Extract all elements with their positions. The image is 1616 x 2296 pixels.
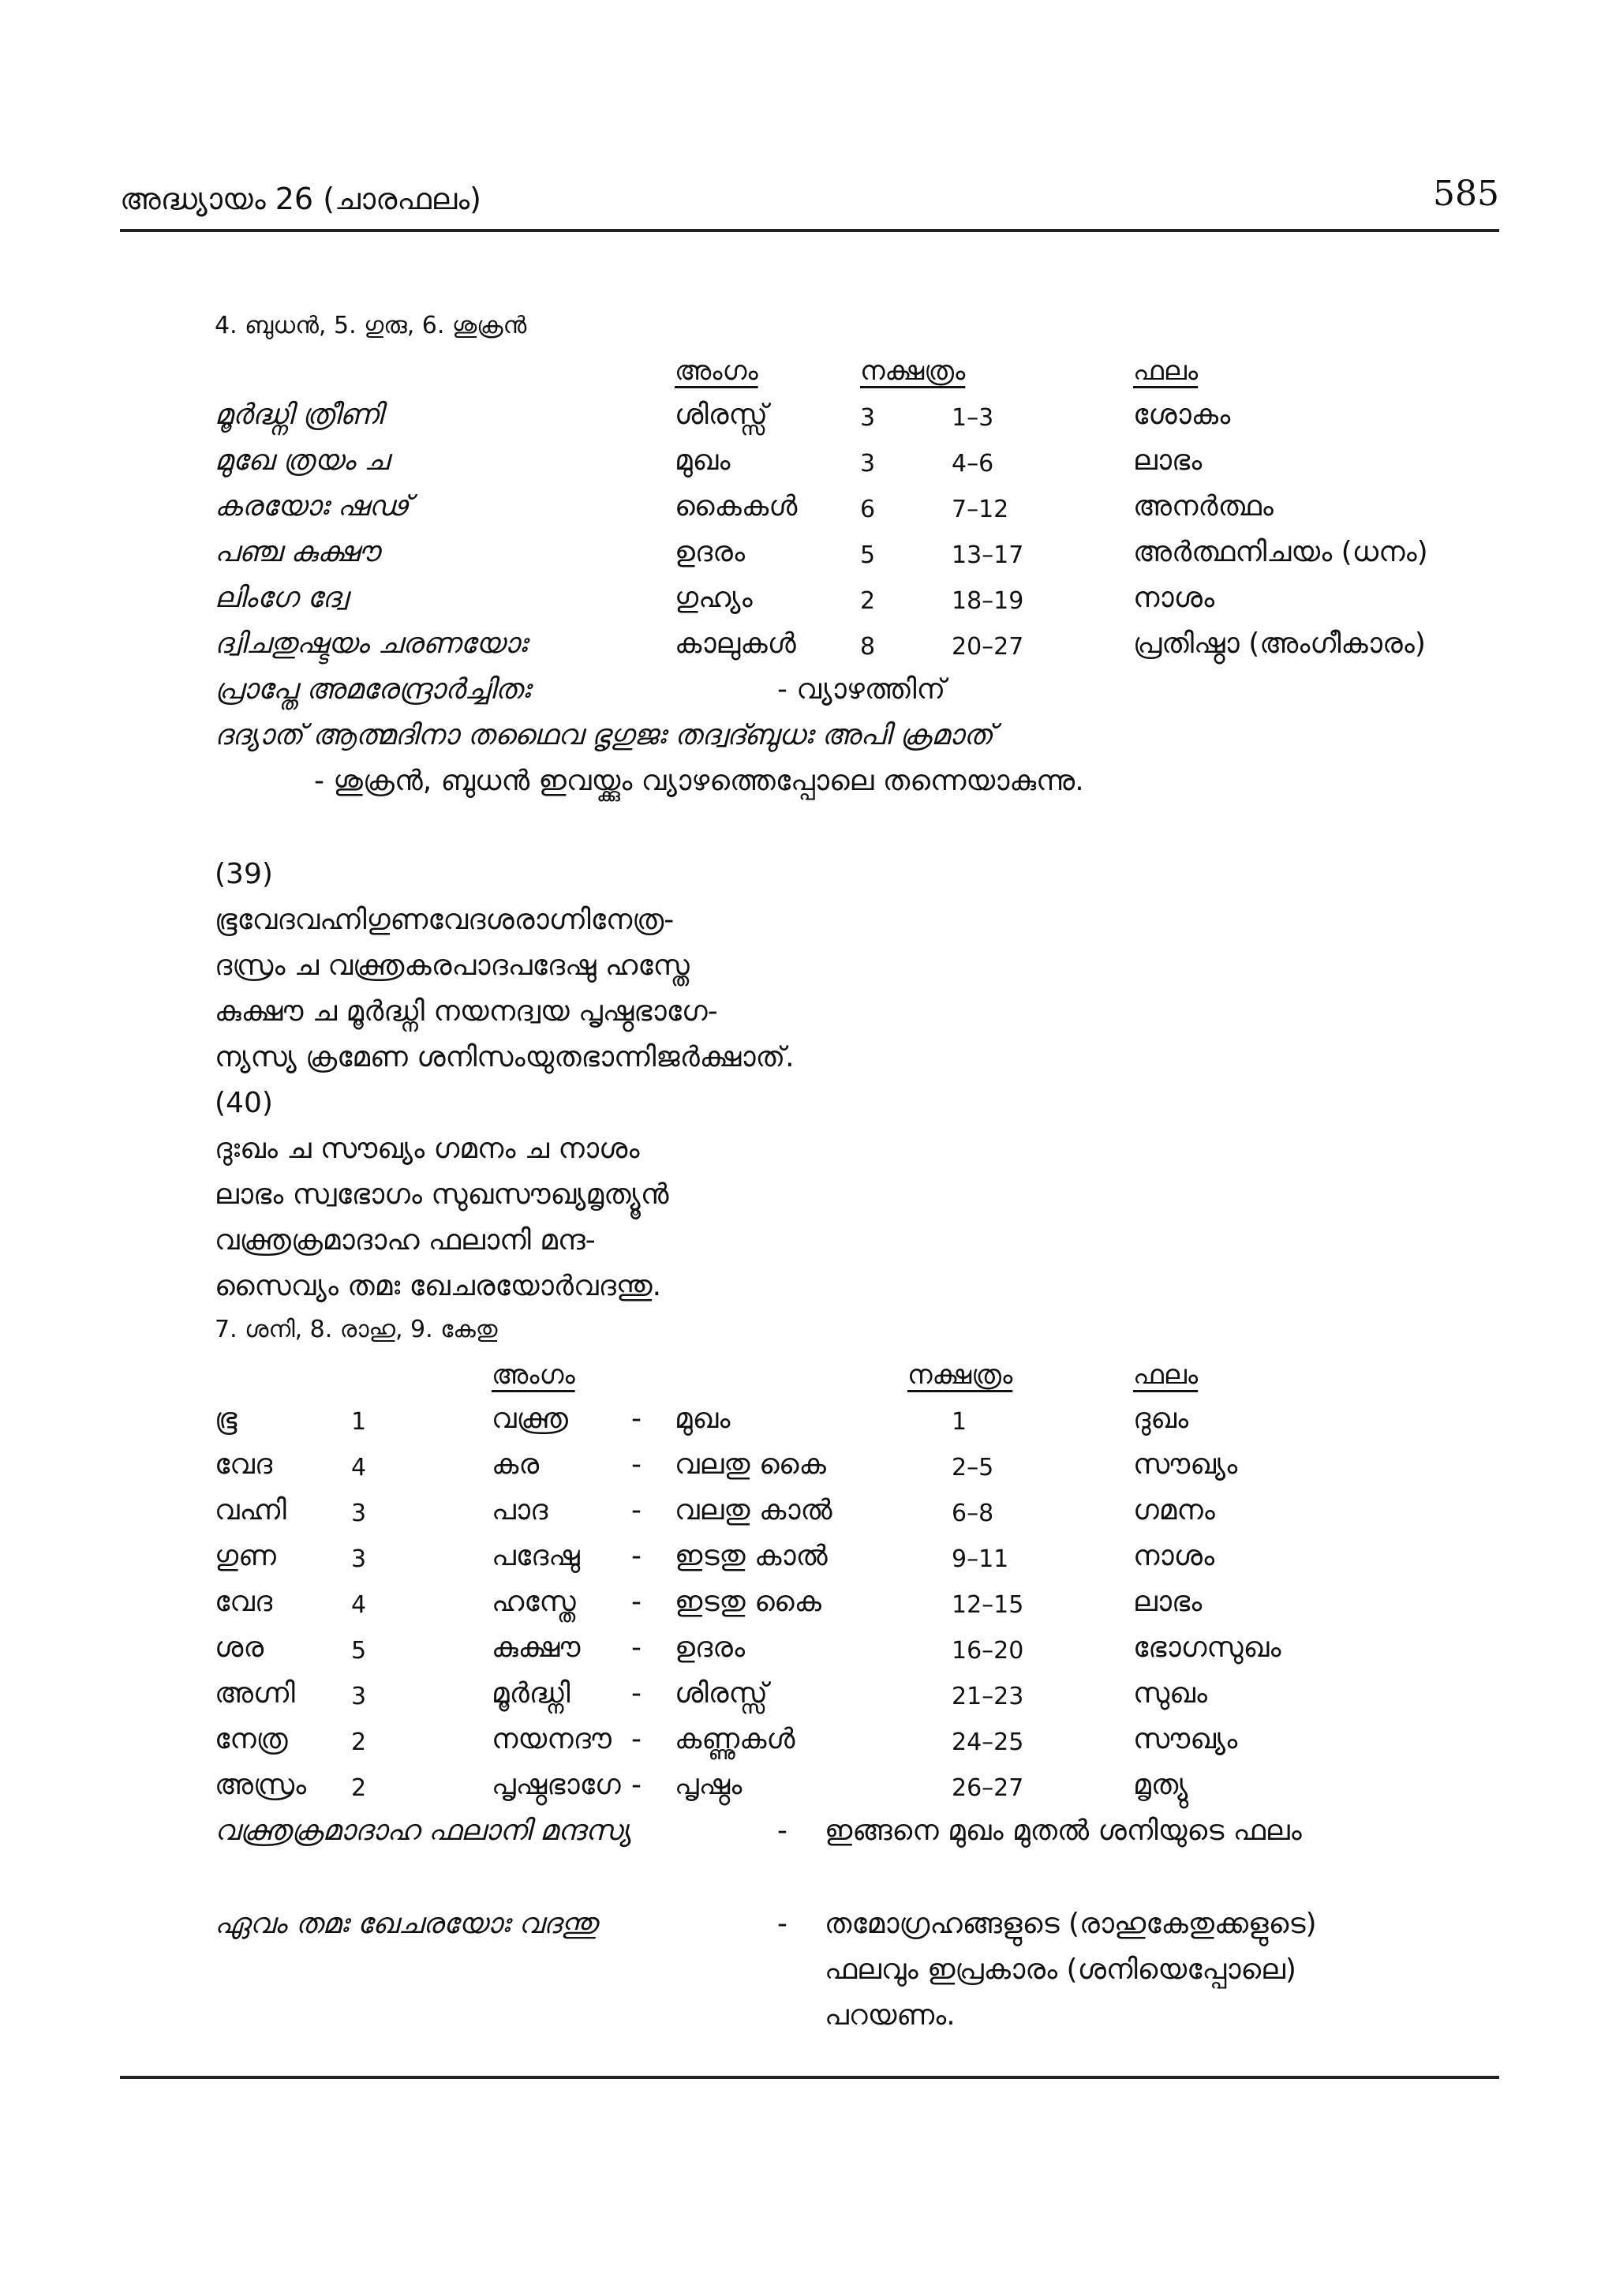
mal-cell: കണ്ണുകൾ	[675, 1723, 795, 1755]
verse40-line: വക്ത്രക്രമാദാഹ ഫലാനി മന്ദ-	[215, 1224, 596, 1257]
num-cell: 1	[351, 1408, 367, 1436]
phala-cell: സുഖം	[1133, 1677, 1207, 1710]
word-cell: ഗുണ	[215, 1540, 276, 1572]
range-cell: 9–11	[952, 1545, 1009, 1573]
phala-cell: നാശം	[1133, 582, 1215, 614]
dash-cell: -	[631, 1448, 642, 1481]
verse-cell: ലിംഗേ ദ്വേ	[215, 582, 348, 614]
phala-cell: ശോകം	[1133, 399, 1231, 431]
word-cell: വേദ	[215, 1586, 273, 1618]
verse-cell: പഞ്ച കുക്ഷൗ	[215, 536, 380, 568]
summary2-gloss-line: പറയണം.	[825, 1999, 956, 2032]
phala-cell: സൗഖ്യം	[1133, 1723, 1238, 1755]
range-cell: 7–12	[952, 496, 1009, 523]
summary2-gloss-line: തമോഗ്രഹങ്ങളുടെ (രാഹുകേതുക്കളുടെ)	[825, 1908, 1317, 1940]
word-cell: ശര	[215, 1631, 264, 1664]
skt-cell: കുക്ഷൗ	[492, 1631, 581, 1664]
verse-cell: കരയോഃ ഷഢ്	[215, 490, 410, 522]
range-cell: 6–8	[952, 1500, 994, 1527]
s2-col-phala: ഫലം	[1133, 1359, 1199, 1391]
phala-cell: ഗമനം	[1133, 1494, 1215, 1526]
verse40-number: (40)	[215, 1087, 273, 1119]
skt-cell: പാദ	[492, 1494, 548, 1526]
dash-cell: -	[631, 1723, 642, 1755]
section1-heading: 4. ബുധൻ, 5. ഗുരു, 6. ശുക്രൻ	[215, 312, 527, 339]
num-cell: 5	[351, 1637, 367, 1665]
num-cell: 3	[351, 1500, 367, 1527]
word-cell: അസ്രം	[215, 1769, 307, 1801]
s2-col-anga: അംഗം	[492, 1359, 575, 1391]
phala-cell: അർത്ഥനിചയം (ധനം)	[1133, 536, 1428, 568]
verse39-line: കുക്ഷൗ ച മൂർദ്ധ്നി നയനദ്വയ പൃഷ്ഠഭാഗേ-	[215, 995, 718, 1028]
header-rule	[120, 229, 1499, 232]
summary1-gloss: ഇങ്ങനെ മുഖം മുതൽ ശനിയുടെ ഫലം	[825, 1815, 1302, 1847]
phala-cell: ലാഭം	[1133, 444, 1203, 477]
skt-cell: മൂർദ്ധ്നി	[492, 1677, 570, 1710]
num-cell: 2	[351, 1729, 367, 1756]
anga-cell: കൈകൾ	[675, 490, 798, 522]
anga-cell: മുഖം	[675, 444, 731, 477]
verse-cell: മൂർദ്ധ്നി ത്രീണി	[215, 399, 383, 431]
summary2-dash: -	[777, 1908, 787, 1940]
range-cell: 20–27	[952, 633, 1024, 661]
range-cell: 21–23	[952, 1683, 1024, 1710]
range-cell: 26–27	[952, 1774, 1024, 1802]
verse-cell: മുഖേ ത്രയം ച	[215, 444, 389, 477]
num-cell: 2	[351, 1774, 367, 1802]
skt-cell: പൃഷ്ഠഭാഗേ	[492, 1769, 621, 1801]
count-cell: 5	[860, 541, 876, 569]
line7-gloss: - വ്യാഴത്തിന്	[777, 673, 946, 706]
dash-cell: -	[631, 1631, 642, 1664]
count-cell: 8	[860, 633, 876, 661]
count-cell: 3	[860, 404, 876, 432]
count-cell: 3	[860, 450, 876, 478]
verse40-line: ലാഭം സ്വഭോഗം സുഖസൗഖ്യമൃത്യൂൻ	[215, 1178, 669, 1211]
count-cell: 2	[860, 587, 876, 615]
verse39-line: ന്യസ്യ ക്രമേണ ശനിസംയുതഭാന്നിജർക്ഷാത്.	[215, 1041, 795, 1073]
num-cell: 4	[351, 1591, 367, 1619]
range-cell: 18–19	[952, 587, 1024, 615]
anga-cell: ഗുഹ്യം	[675, 582, 753, 614]
summary1-dash: -	[777, 1815, 787, 1847]
verse39-line: ദസ്രം ച വക്ത്രകരപാദപദേഷു ഹസ്തേ	[215, 949, 690, 982]
verse40-line: സൈവ്യം തമഃ ഖേചരയോർവദന്തു.	[215, 1270, 662, 1302]
mal-cell: ഇടതു കാൽ	[675, 1540, 828, 1572]
anga-cell: ഉദരം	[675, 536, 746, 568]
mal-cell: മുഖം	[675, 1403, 731, 1435]
chapter-title: അദ്ധ്യായം 26 (ചാരഫലം)	[120, 182, 481, 216]
phala-cell: പ്രതിഷ്ഠാ (അംഗീകാരം)	[1133, 627, 1426, 660]
word-cell: ഭൂ	[215, 1403, 238, 1435]
skt-cell: ഹസ്തേ	[492, 1586, 576, 1618]
mal-cell: വലതു കാൽ	[675, 1494, 832, 1526]
range-cell: 1–3	[952, 404, 994, 432]
word-cell: അഗ്നി	[215, 1677, 295, 1710]
dash-cell: -	[631, 1494, 642, 1526]
skt-cell: നയനദൗ	[492, 1723, 612, 1755]
dash-cell: -	[631, 1540, 642, 1572]
dash-cell: -	[631, 1769, 642, 1801]
mal-cell: പൃഷ്ഠം	[675, 1769, 743, 1801]
mal-cell: ഇടതു കൈ	[675, 1586, 821, 1618]
footer-rule	[120, 2076, 1499, 2079]
line9-gloss: - ശുക്രൻ, ബുധൻ ഇവയ്ക്കും വ്യാഴത്തെപ്പോലെ തന്നെയാകുന്നു.	[314, 765, 1084, 797]
verse39-number: (39)	[215, 858, 273, 890]
mal-cell: ഉദരം	[675, 1631, 746, 1664]
skt-cell: പദേഷു	[492, 1540, 580, 1572]
phala-cell: ലാഭം	[1133, 1586, 1203, 1618]
dash-cell: -	[631, 1677, 642, 1710]
word-cell: വേദ	[215, 1448, 273, 1481]
phala-cell: ദുഖം	[1133, 1403, 1189, 1435]
summary1-verse: വക്ത്രക്രമാദാഹ ഫലാനി മന്ദസ്യ	[215, 1815, 631, 1847]
mal-cell: വലതു കൈ	[675, 1448, 826, 1481]
page-header	[120, 174, 1499, 229]
count-cell: 6	[860, 496, 876, 523]
num-cell: 3	[351, 1683, 367, 1710]
skt-cell: കര	[492, 1448, 540, 1481]
mal-cell: ശിരസ്സ്	[675, 1677, 768, 1710]
s1-col-nakshatra: നക്ഷത്രം	[860, 355, 966, 387]
dash-cell: -	[631, 1586, 642, 1618]
range-cell: 12–15	[952, 1591, 1024, 1619]
s1-col-anga: അംഗം	[675, 355, 758, 387]
anga-cell: കാലുകൾ	[675, 627, 796, 660]
range-cell: 4–6	[952, 450, 994, 478]
num-cell: 3	[351, 1545, 367, 1573]
skt-cell: വക്ത്ര	[492, 1403, 568, 1435]
range-cell: 2–5	[952, 1454, 994, 1481]
dash-cell: -	[631, 1403, 642, 1435]
phala-cell: മൃത്യു	[1133, 1769, 1188, 1801]
verse40-line: ദുഃഖം ച സൗഖ്യം ഗമനം ച നാശം	[215, 1133, 640, 1165]
anga-cell: ശിരസ്സ്	[675, 399, 768, 431]
line8-verse: ദദ്യാത് ആത്മദിനാ തഥൈവ ഭൃഗുജഃ തദ്വദ്ബുധഃ അപി ക്രമാത്	[215, 719, 993, 751]
summary2-gloss-line: ഫലവും ഇപ്രകാരം (ശനിയെപ്പോലെ)	[825, 1953, 1296, 1986]
s2-col-nakshatra: നക്ഷത്രം	[907, 1359, 1013, 1391]
range-cell: 16–20	[952, 1637, 1024, 1665]
range-cell: 24–25	[952, 1729, 1024, 1756]
word-cell: വഹ്നി	[215, 1494, 286, 1526]
word-cell: നേത്ര	[215, 1723, 288, 1755]
section2-heading: 7. ശനി, 8. രാഹു, 9. കേതു	[215, 1316, 498, 1343]
line7-verse: പ്രാപ്തേ അമരേന്ദ്രാർച്ചിതഃ	[215, 673, 530, 706]
verse-cell: ദ്വിചതുഷ്ടയം ചരണയോഃ	[215, 627, 527, 660]
range-cell: 1	[952, 1408, 967, 1436]
range-cell: 13–17	[952, 541, 1024, 569]
summary2-verse: ഏവം തമഃ ഖേചരയോഃ വദന്തു	[215, 1908, 597, 1940]
phala-cell: അനർത്ഥം	[1133, 490, 1274, 522]
phala-cell: നാശം	[1133, 1540, 1215, 1572]
num-cell: 4	[351, 1454, 367, 1481]
page-number: 585	[1433, 174, 1499, 214]
s1-col-phala: ഫലം	[1133, 355, 1199, 387]
phala-cell: ഭോഗസുഖം	[1133, 1631, 1281, 1664]
verse39-line: ഭൂവേദവഹ്നിഗുണവേദശരാഗ്നിനേത്ര-	[215, 904, 675, 936]
phala-cell: സൗഖ്യം	[1133, 1448, 1238, 1481]
